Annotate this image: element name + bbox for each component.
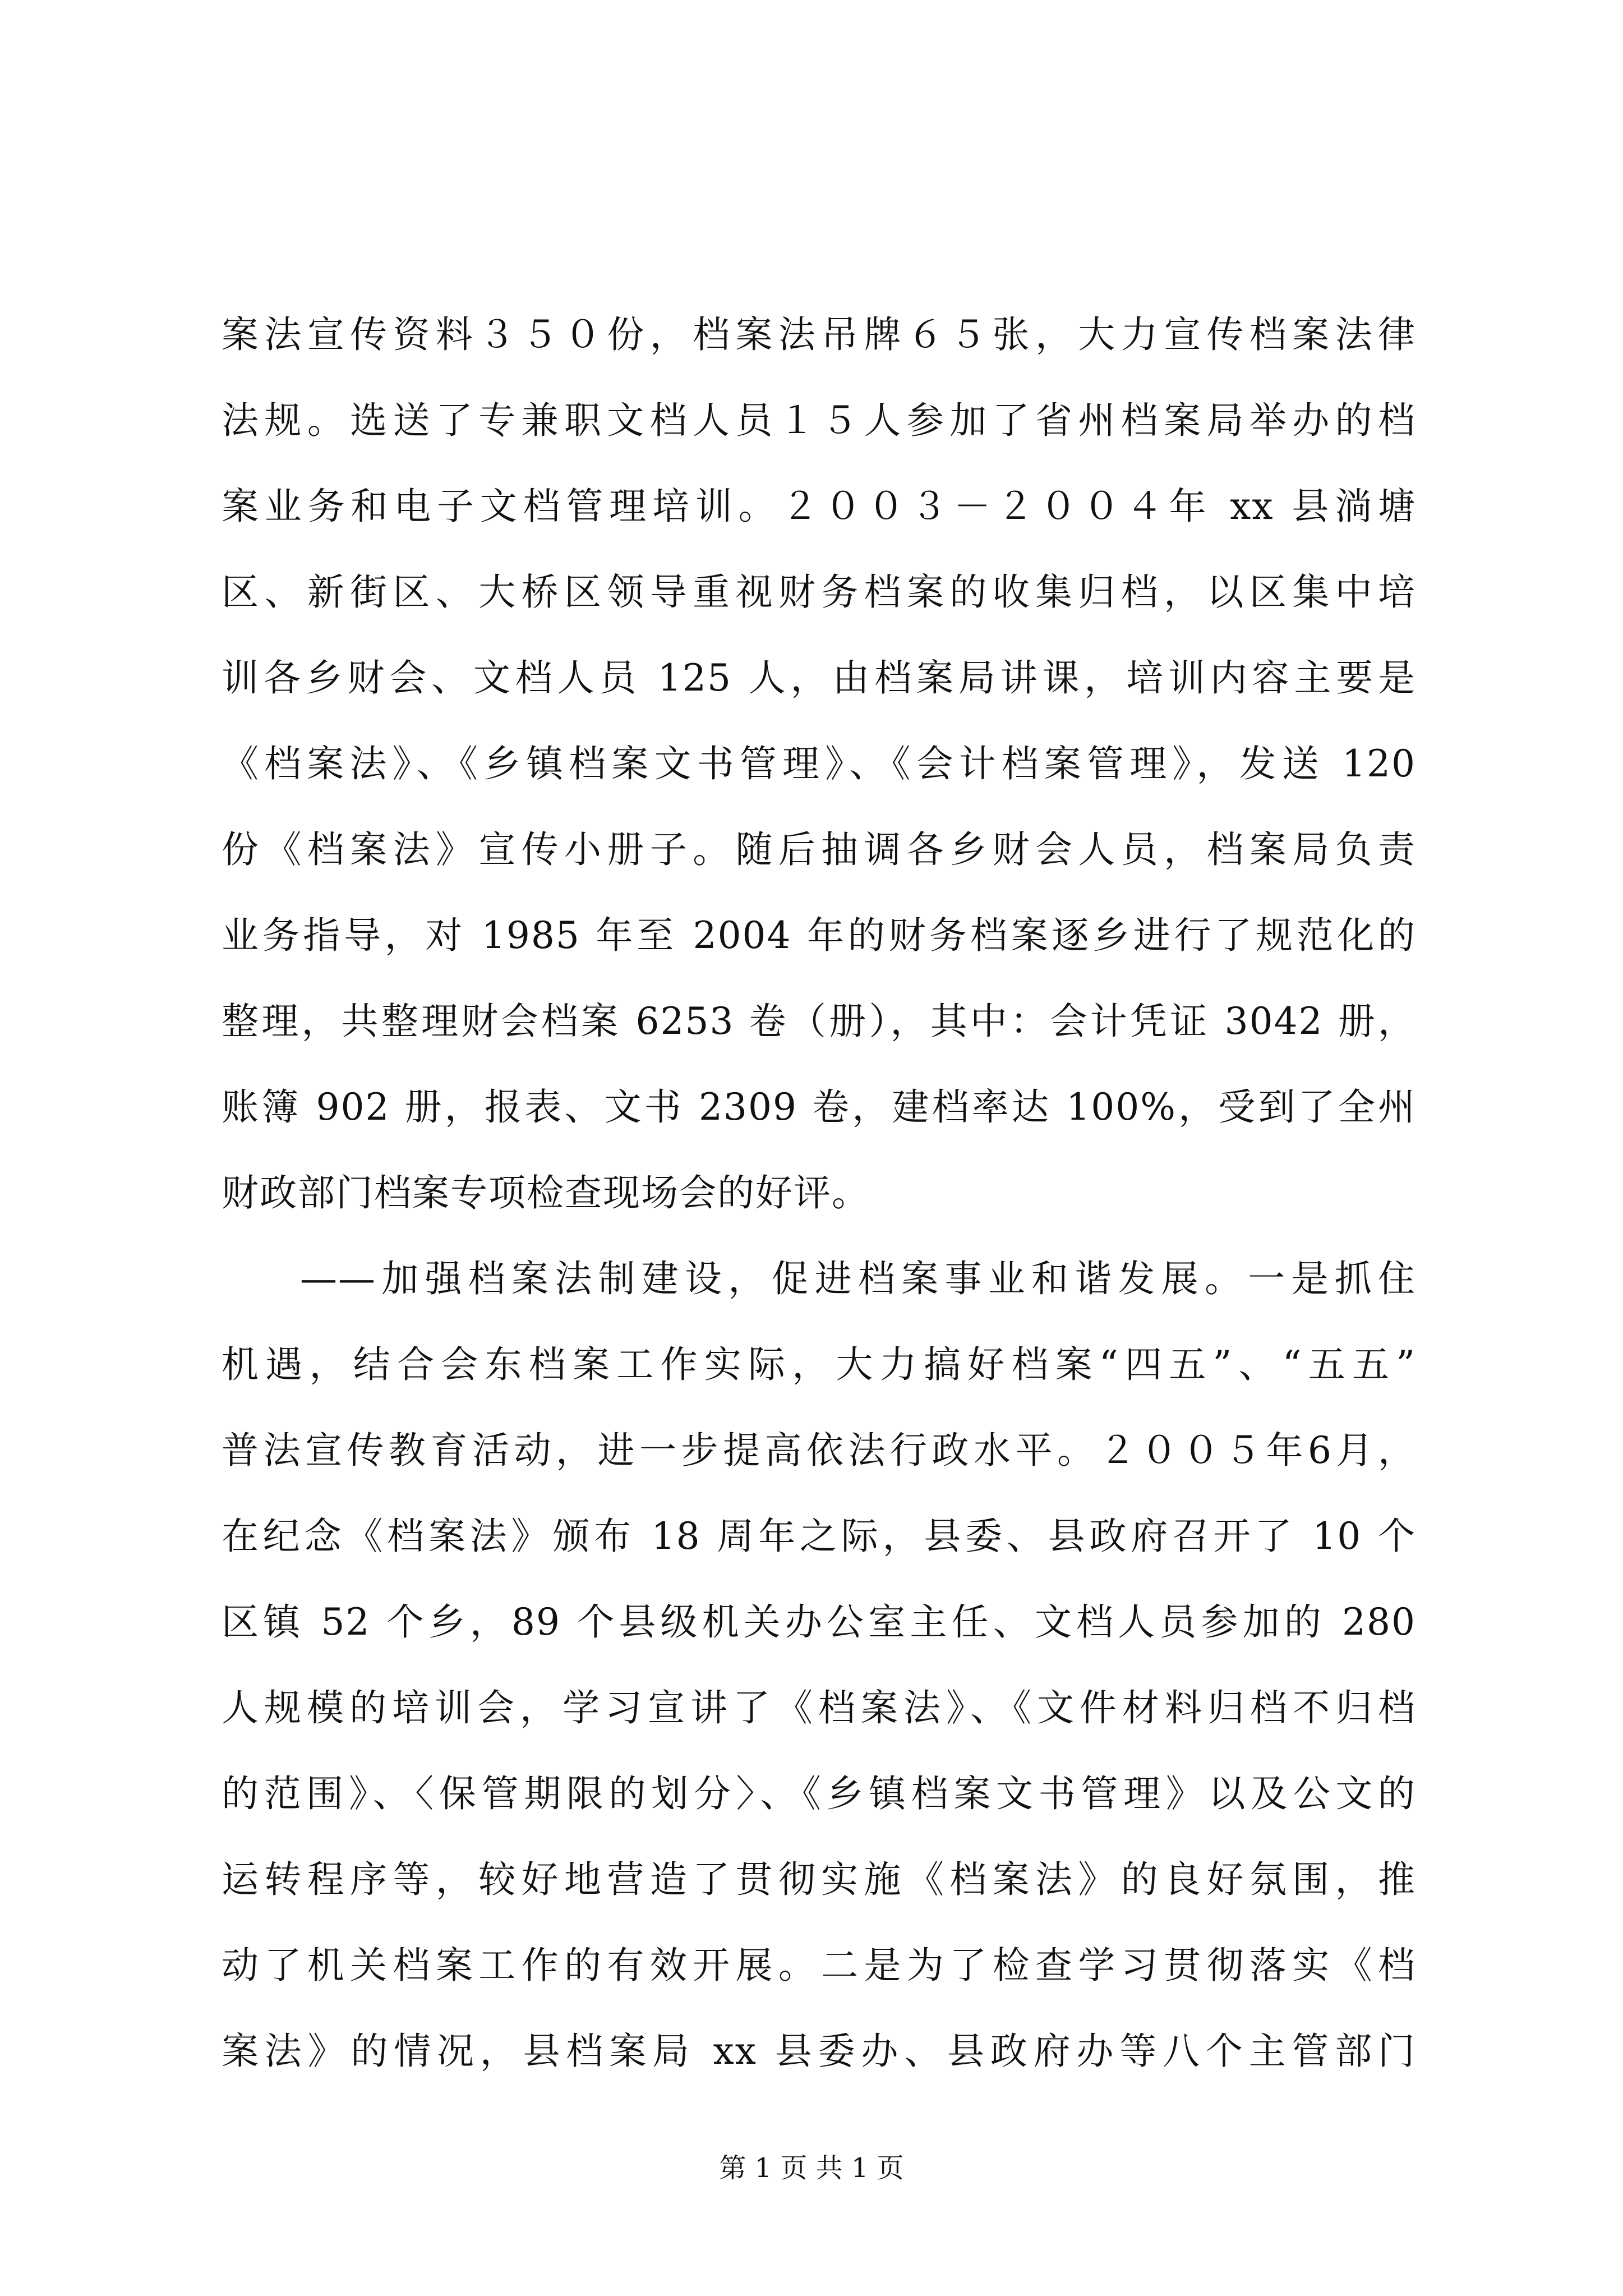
text-line: 的范围》、〈保管期限的划分〉、《乡镇档案文书管理》以及公文的 [222, 1772, 1416, 1815]
text-line: 动了机关档案工作的有效开展。二是为了检查学习贯彻落实《档 [222, 1944, 1416, 1987]
text-line: 份《档案法》宣传小册子。随后抽调各乡财会人员，档案局负责 [222, 828, 1416, 871]
text-line: 法规。选送了专兼职文档人员１５人参加了省州档案局举办的档 [222, 399, 1416, 442]
page-footer: 第 1 页 共 1 页 [719, 2152, 904, 2184]
text-line: 案业务和电子文档管理培训。２００３－２００４年 xx 县淌塘 [222, 485, 1416, 528]
text-line: 普法宣传教育活动，进一步提高依法行政水平。２００５年6月， [222, 1429, 1416, 1472]
text-line: 《档案法》、《乡镇档案文书管理》、《会计档案管理》，发送 120 [222, 742, 1416, 785]
text-line: 区镇 52 个乡，89 个县级机关办公室主任、文档人员参加的 280 [222, 1600, 1416, 1644]
document-body [222, 292, 1416, 2094]
text-line: 区、新街区、大桥区领导重视财务档案的收集归档，以区集中培 [222, 570, 1416, 614]
text-line: 人规模的培训会，学习宣讲了《档案法》、《文件材料归档不归档 [222, 1686, 1416, 1729]
text-line: 案法宣传资料３５０份，档案法吊牌６５张，大力宣传档案法律 [222, 313, 1416, 356]
text-line: ——加强档案法制建设，促进档案事业和谐发展。一是抓住 [300, 1257, 1416, 1300]
text-line: 运转程序等，较好地营造了贯彻实施《档案法》的良好氛围，推 [222, 1858, 1416, 1901]
text-line: 在纪念《档案法》颁布 18 周年之际，县委、县政府召开了 10 个 [222, 1515, 1416, 1558]
text-line: 训各乡财会、文档人员 125 人，由档案局讲课，培训内容主要是 [222, 656, 1416, 700]
text-line: 整理，共整理财会档案 6253 卷（册），其中：会计凭证 3042 册， [222, 1000, 1416, 1043]
text-line: 账簿 902 册，报表、文书 2309 卷，建档率达 100%，受到了全州 [222, 1085, 1416, 1129]
text-line: 案法》的情况，县档案局 xx 县委办、县政府办等八个主管部门 [222, 2030, 1416, 2073]
text-line: 业务指导，对 1985 年至 2004 年的财务档案逐乡进行了规范化的 [222, 914, 1416, 957]
text-line: 财政部门档案专项检查现场会的好评。 [222, 1171, 870, 1214]
text-line: 机遇，结合会东档案工作实际，大力搞好档案“四五”、“五五” [222, 1343, 1416, 1386]
